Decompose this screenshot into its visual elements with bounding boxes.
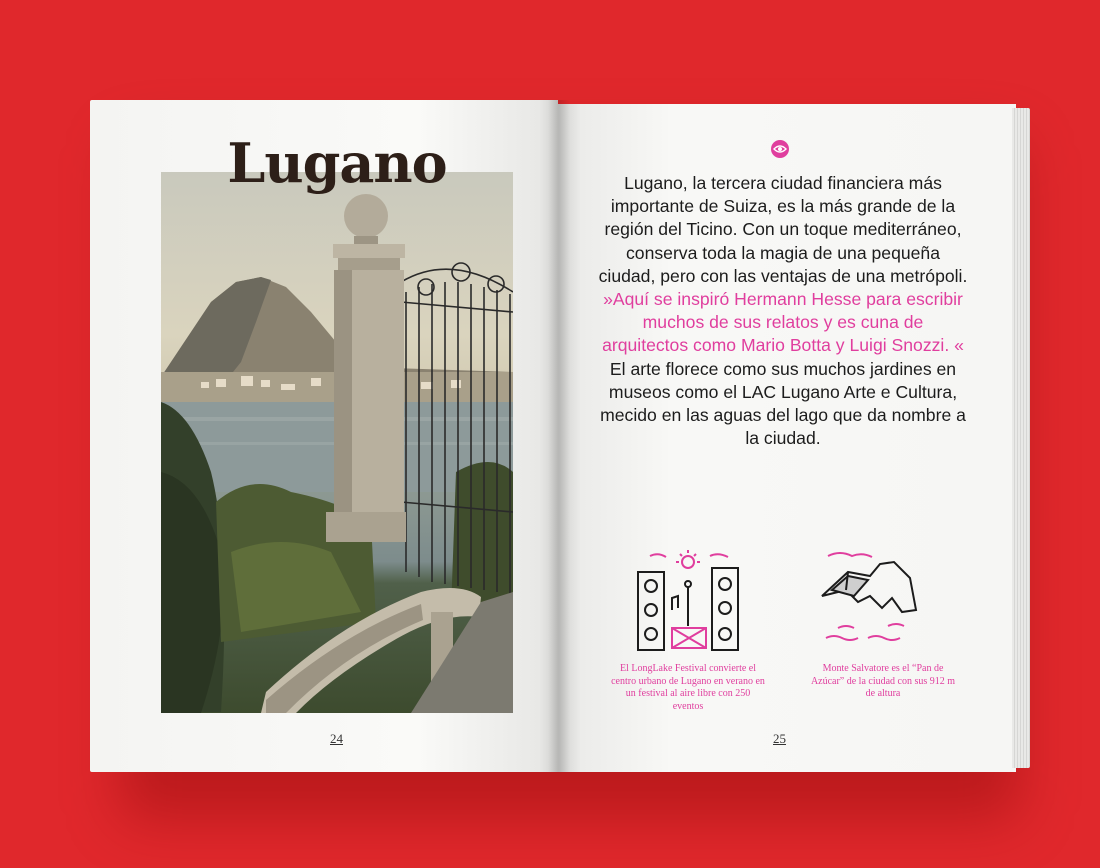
intro-text: Lugano, la tercera ciudad financiera más importante de Suiza, es la más grande de la región del Ticino. Con un toque mediterráneo, conserva toda la magia de una pequeña ciudad, pero con las ventajas de una metrópoli. [598,173,968,286]
eye-icon [771,140,789,158]
mountain-caption: Monte Salvatore es el “Pan de Azúcar” de la ciudad con sus 912 m de altura [810,663,956,699]
festival-speakers-illustration [632,548,744,654]
page-edges [1012,108,1030,768]
lugano-photo [161,172,513,713]
page-number-left: 24 [330,731,343,746]
book-gutter [548,100,570,772]
hesse-quote: »Aquí se inspiró Hermann Hesse para escribir muchos de sus relatos y es cuna de arquitectos como Mario Botta y Luigi Snozzi. « [602,289,964,356]
intro-paragraph [598,172,968,450]
festival-caption: El LongLake Festival convierte el centro urbano de Lugano en verano en un festival al aire libre con 250 eventos [611,663,765,712]
page-title: Lugano [227,131,447,195]
monte-salvatore-illustration [818,550,922,646]
intro-text-continued: El arte florece como sus muchos jardines en museos como el LAC Lugano Arte e Cultura, mecido en las aguas del lago que da nombre a la ciudad. [600,358,966,449]
page-number-right: 25 [773,731,786,746]
